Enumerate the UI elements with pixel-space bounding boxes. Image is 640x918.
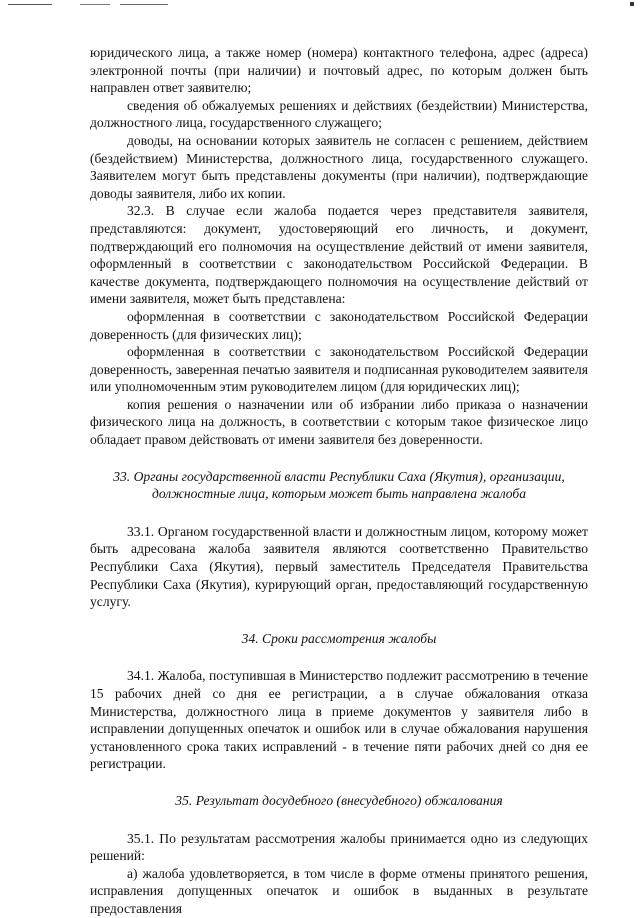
scan-artifact (0, 4, 640, 6)
paragraph: оформленная в соответствии с законодательством Российской Федерации доверенность, заверенная печатью заявителя и подписанная руководителем заявителя или уполномоченным этим руководителем лицом (для юридических лиц); (90, 344, 588, 395)
heading-line: 33. Органы государственной власти Республики Саха (Якутия), организации, (113, 468, 565, 484)
heading-line: должностные лица, которым может быть направлена жалоба (151, 486, 527, 502)
paragraph: 35.1. По результатам рассмотрения жалобы принимается одно из следующих решений: (90, 830, 588, 864)
paragraph: копия решения о назначении или об избрании либо приказа о назначении физического лица на должность, в соответствии с которым такое физическое лицо обладает правом действовать от имени заявителя без доверенности. (90, 396, 588, 448)
section-heading-34: 34. Сроки рассмотрения жалобы (241, 630, 437, 646)
paragraph: 34.1. Жалоба, поступившая в Министерство подлежит рассмотрению в течение 15 рабочих дней со дня ее регистрации, а в случае обжалования отказа Министерства, должностного лица в приеме документов у заявителя либо в исправлении допущенных опечаток и ошибок или в случае обжалования нарушения установленного срока таких исправлений - в течение пяти рабочих дней со дня ее регистрации. (90, 668, 588, 772)
document-page (90, 44, 588, 918)
paragraph: сведения об обжалуемых решениях и действиях (бездействии) Министерства, должностного лица, государственного служащего; (90, 97, 588, 131)
paragraph: оформленная в соответствии с законодательством Российской Федерации доверенность (для физических лиц); (90, 308, 588, 342)
paragraph: доводы, на основании которых заявитель не согласен с решением, действием (бездействием) Министерства, должностного лица, государственного служащего. Заявителем могут быть представлены документы (при наличии), подтверждающие доводы заявителя, либо их копии. (90, 132, 588, 201)
paragraph: юридического лица, а также номер (номера) контактного телефона, адрес (адреса) электронной почты (при наличии) и почтовый адрес, по которым должен быть направлен ответ заявителю; (90, 45, 588, 96)
section-heading-33 (90, 468, 588, 503)
paragraph: 33.1. Органом государственной власти и должностным лицом, которому может быть адресована жалоба заявителя являются соответственно Правительство Республики Саха (Якутия), первый заместитель Председателя Правительства Республики Саха (Якутия), курирующий орган, предоставляющий государственную услугу. (90, 523, 588, 610)
paragraph: 32.3. В случае если жалоба подается через представителя заявителя, представляются: документ, удостоверяющий его личность, и документ, подтверждающий его полномочия на осуществление действий от имени заявителя, оформленный в соответствии с законодательством Российской Федерации. В качестве документа, подтверждающего полномочия на осуществление действий от имени заявителя, может быть представлена: (90, 203, 588, 307)
section-heading-35: 35. Результат досудебного (внесудебного) обжалования (175, 792, 503, 808)
paragraph: а) жалоба удовлетворяется, в том числе в форме отмены принятого решения, исправления допущенных опечаток и ошибок в выданных в результате предоставления (90, 865, 588, 916)
